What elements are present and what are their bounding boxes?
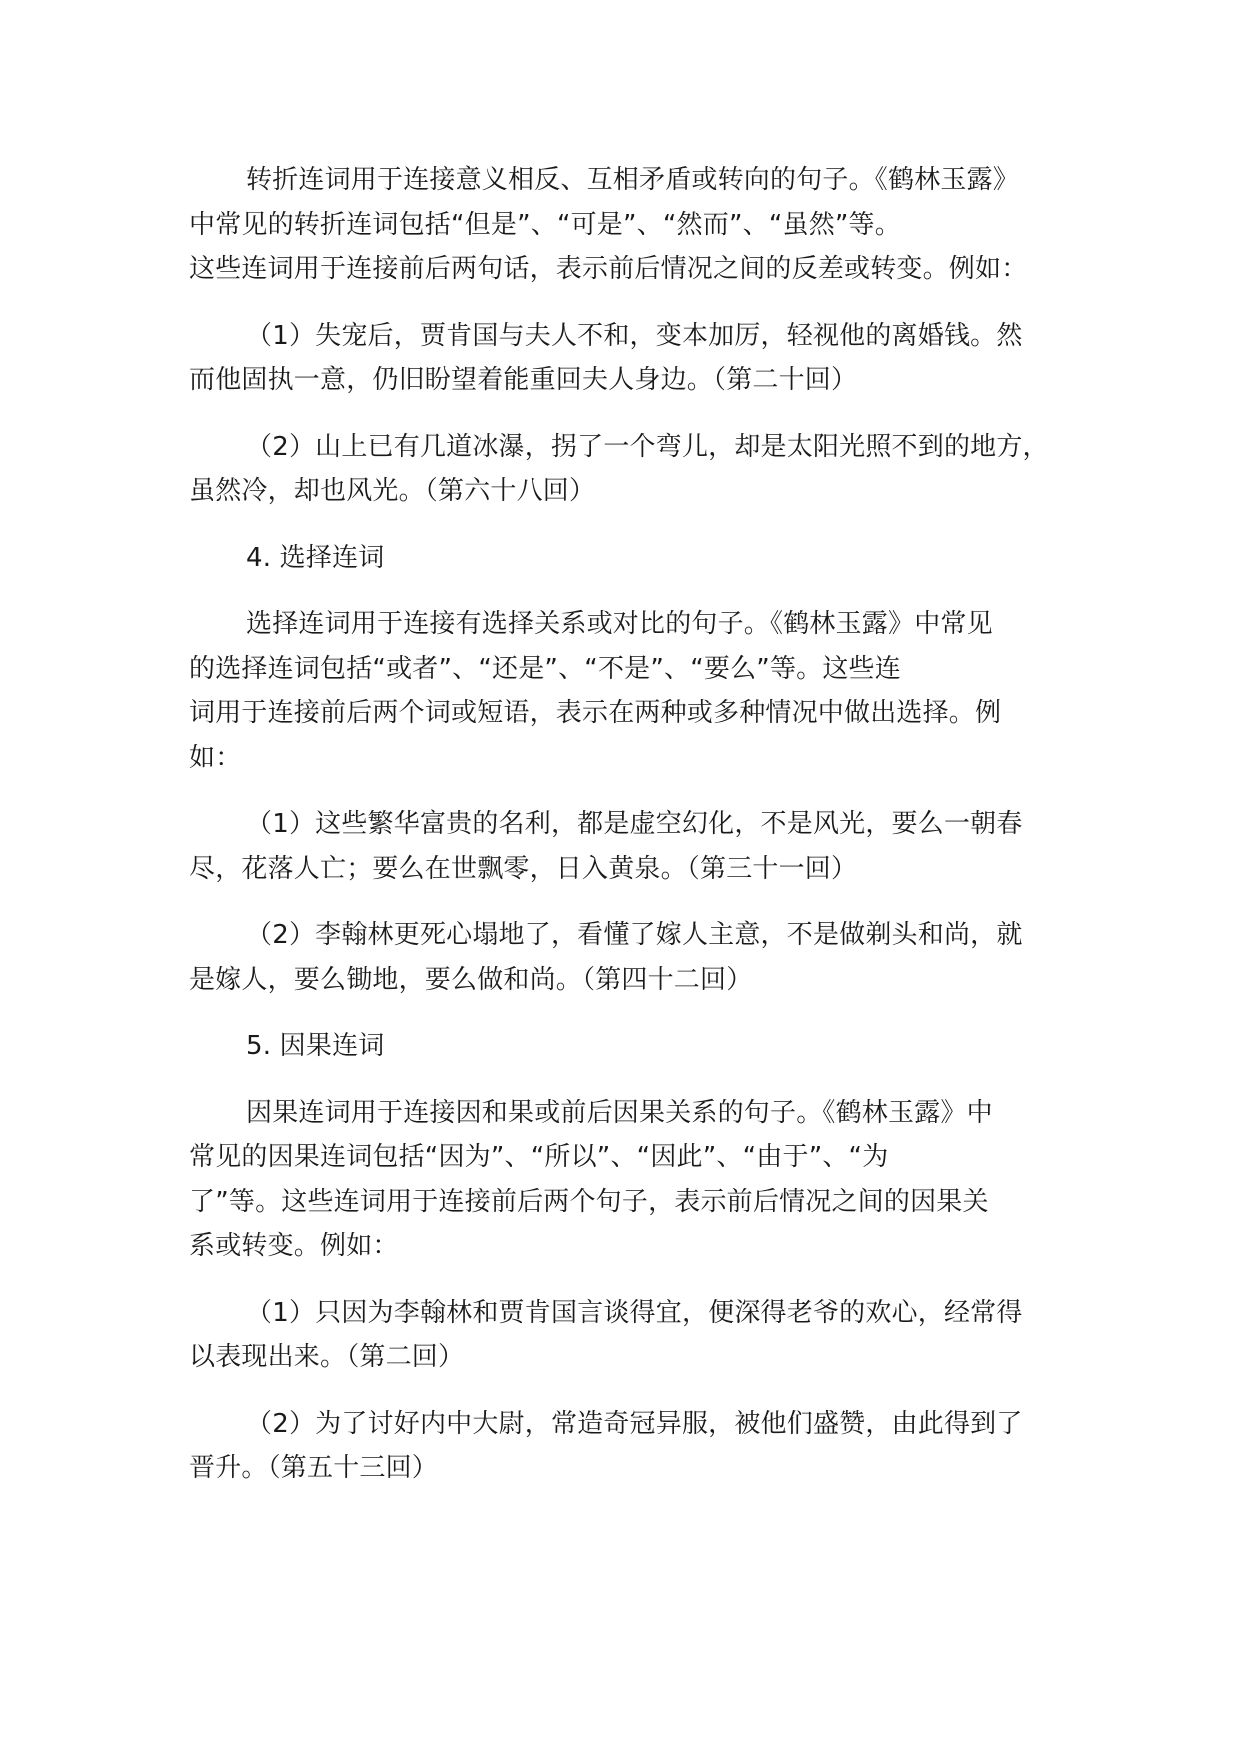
text-line: 虽然冷，却也风光。（第六十八回） (189, 476, 596, 506)
paragraph-gap (189, 891, 1089, 913)
paragraph-gap (189, 514, 1089, 536)
text-line: 的选择连词包括“或者”、“还是”、“不是”、“要么”等。这些连 (189, 653, 901, 684)
text-line: 常见的因果连词包括“因为”、“所以”、“因此”、“由于”、“为 (189, 1142, 889, 1172)
example-cause-1 (189, 1291, 1089, 1380)
paragraph-gap (189, 1002, 1089, 1024)
text-line: 了”等。这些连词用于连接前后两个句子，表示前后情况之间的因果关 (189, 1186, 989, 1217)
example-cause-2 (189, 1402, 1089, 1491)
text-line: 4. 选择连词 (246, 542, 385, 573)
text-line: 晋升。（第五十三回） (189, 1453, 439, 1483)
para-transition-intro (189, 158, 1089, 292)
text-line: 因果连词用于连接因和果或前后因果关系的句子。《鹤林玉露》中 (246, 1097, 993, 1128)
paragraph-gap (189, 1269, 1089, 1291)
paragraph-gap (189, 1069, 1089, 1091)
example-choice-1 (189, 802, 1089, 891)
text-line: 以表现出来。（第二回） (189, 1342, 465, 1372)
para-cause-intro (189, 1091, 1089, 1269)
paragraph-gap (189, 1380, 1089, 1402)
text-line: 词用于连接前后两个词或短语，表示在两种或多种情况中做出选择。例 (189, 698, 1002, 728)
text-line: 5. 因果连词 (246, 1031, 385, 1061)
example-transition-2 (189, 425, 1089, 514)
document-page (189, 158, 1089, 1491)
text-line: 中常见的转折连词包括“但是”、“可是”、“然而”、“虽然”等。 (189, 209, 901, 240)
text-line: 尽，花落人亡；要么在世飘零，日入黄泉。（第三十一回） (189, 853, 858, 884)
para-choice-intro (189, 602, 1089, 780)
text-line: （2）为了讨好内中大尉，常造奇冠异服，被他们盛赞，由此得到了 (246, 1408, 1023, 1439)
text-line: （1）只因为李翰林和贾肯国言谈得宜，便深得老爷的欢心，经常得 (246, 1297, 1023, 1328)
text-line: 系或转变。例如： (189, 1231, 399, 1261)
text-line: （1）失宠后，贾肯国与夫人不和，变本加厉，轻视他的离婚钱。然 (246, 320, 1023, 351)
text-line: 选择连词用于连接有选择关系或对比的句子。《鹤林玉露》中常见 (246, 609, 993, 639)
example-choice-2 (189, 913, 1089, 1002)
text-line: 而他固执一意，仍旧盼望着能重回夫人身边。（第二十回） (189, 365, 858, 395)
example-transition-1 (189, 314, 1089, 403)
paragraph-gap (189, 780, 1089, 802)
text-line: 如： (189, 742, 242, 773)
paragraph-gap (189, 292, 1089, 314)
paragraph-gap (189, 403, 1089, 425)
paragraph-gap (189, 580, 1089, 602)
heading-choice (189, 536, 1089, 581)
text-line: 这些连词用于连接前后两句话，表示前后情况之间的反差或转变。例如： (189, 254, 1028, 284)
text-line: （1）这些繁华富贵的名利，都是虚空幻化，不是风光，要么一朝春 (246, 809, 1023, 839)
text-line: 是嫁人，要么锄地，要么做和尚。（第四十二回） (189, 964, 753, 995)
heading-cause (189, 1024, 1089, 1069)
text-line: （2）山上已有几道冰瀑，拐了一个弯儿，却是太阳光照不到的地方， (246, 431, 1049, 462)
text-line: 转折连词用于连接意义相反、互相矛盾或转向的句子。《鹤林玉露》 (246, 165, 1020, 195)
text-line: （2）李翰林更死心塌地了，看懂了嫁人主意，不是做剃头和尚，就 (246, 920, 1023, 950)
